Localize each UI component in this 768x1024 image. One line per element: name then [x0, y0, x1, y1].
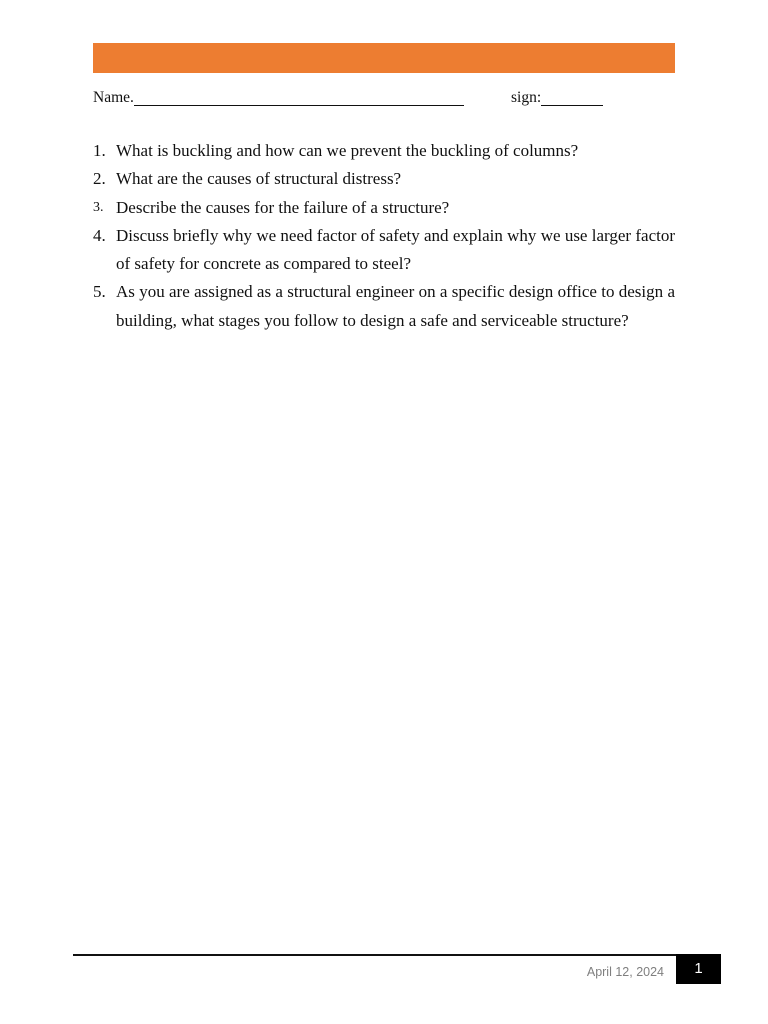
question-item: [93, 194, 675, 222]
question-list: [93, 137, 675, 335]
name-sign-line: [93, 89, 693, 109]
sign-blank-line: [541, 89, 603, 106]
question-item: [93, 165, 675, 193]
question-text: Describe the causes for the failure of a structure?: [116, 197, 450, 217]
question-text: As you are assigned as a structural engineer on a specific design office to design a building, what stages you follow to design a safe and serviceable structure?: [116, 282, 675, 330]
page-number: 1: [676, 954, 721, 984]
footer-rule: [73, 954, 677, 956]
question-text: What are the causes of structural distress?: [116, 169, 402, 189]
question-text: Discuss briefly why we need factor of safety and explain why we use larger factor of safety for concrete as compared to steel?: [116, 225, 675, 274]
header-accent-bar: [93, 43, 675, 73]
question-item: [93, 222, 675, 279]
sign-label: sign:: [511, 89, 542, 106]
question-item: [93, 137, 675, 165]
name-label: Name.: [93, 89, 134, 106]
question-text: What is buckling and how can we prevent the buckling of columns?: [116, 141, 579, 160]
question-number: 1.: [93, 141, 106, 160]
question-number: 5.: [93, 282, 106, 302]
name-blank-line: [134, 89, 464, 106]
question-item: [93, 278, 675, 335]
question-number: 2.: [93, 169, 106, 189]
question-number: 4.: [93, 225, 106, 245]
footer-date: April 12, 2024: [586, 965, 664, 979]
question-number: 3.: [93, 199, 104, 215]
